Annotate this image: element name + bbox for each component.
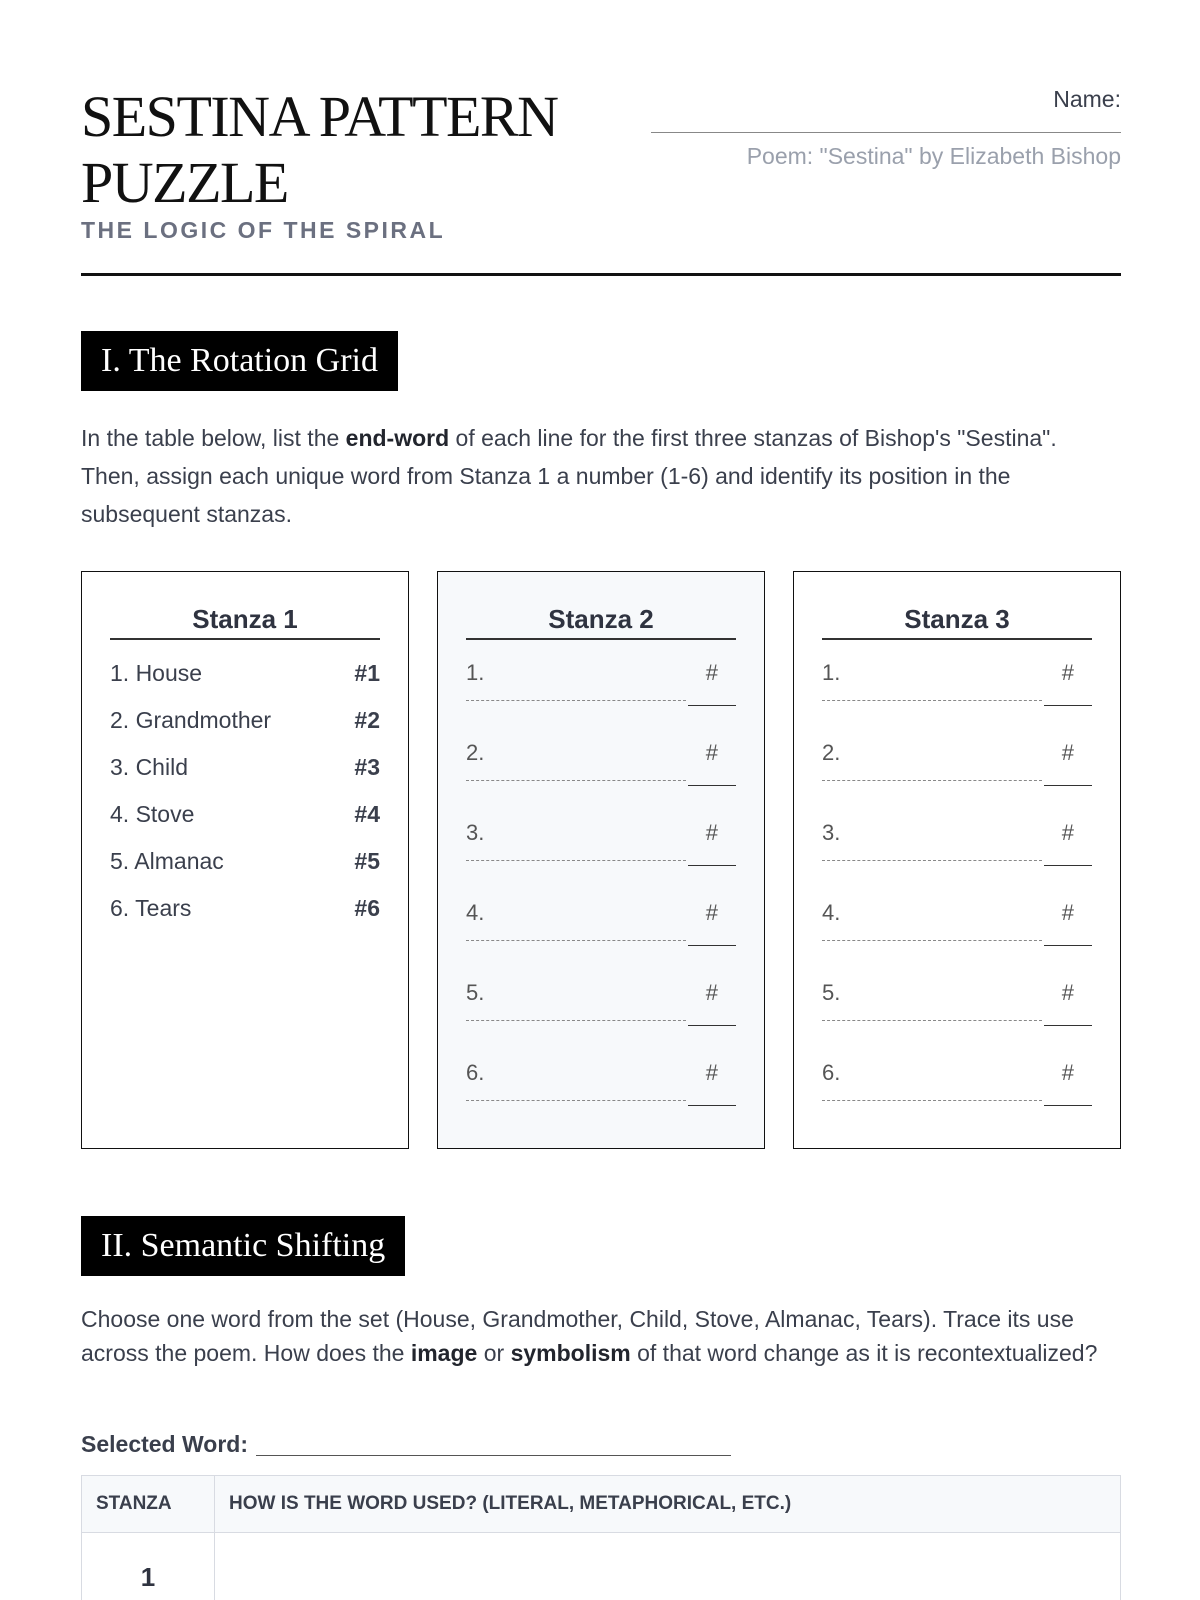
stanza-2-row (466, 1040, 736, 1120)
number-blank[interactable] (1044, 1105, 1092, 1106)
instructions-text: of that word change as it is recontextualized? (630, 1340, 1098, 1366)
stanza-1-row (110, 697, 380, 744)
hash-label: # (705, 740, 718, 765)
line-number: 6. (466, 1060, 485, 1085)
hash-label: # (1061, 980, 1074, 1005)
stanza-1-row (110, 650, 380, 697)
line-number: 3. (466, 820, 485, 845)
page-title: SESTINA PATTERN PUZZLE (81, 84, 558, 215)
word-blank[interactable] (822, 700, 1042, 701)
word-blank[interactable] (466, 940, 686, 941)
selected-word-label: Selected Word: (81, 1431, 248, 1457)
stanza-2-title: Stanza 2 (466, 602, 736, 640)
stanza-3-row (822, 720, 1092, 800)
stanza-2-row (466, 720, 736, 800)
number-blank[interactable] (688, 705, 736, 706)
hash-label: # (1061, 900, 1074, 925)
section-2-instructions (81, 1302, 1121, 1370)
number-blank[interactable] (1044, 1025, 1092, 1026)
word-number: #1 (354, 660, 380, 686)
end-word: 4. Stove (110, 801, 195, 827)
word-blank[interactable] (466, 1100, 686, 1101)
line-number: 4. (822, 900, 841, 925)
end-word: 6. Tears (110, 895, 192, 921)
section-1-instructions (81, 419, 1121, 533)
name-field[interactable] (651, 132, 1121, 133)
hash-label: # (705, 900, 718, 925)
instructions-text: Choose one word from the set (House, Grandmother, Child, Stove, Almanac, Tears). Trace its use across the poem. How does the (81, 1306, 1074, 1366)
stanza-3-row (822, 800, 1092, 880)
word-number: #4 (354, 801, 380, 827)
stanza-2-row (466, 640, 736, 720)
word-blank[interactable] (822, 1100, 1042, 1101)
stanza-2-row (466, 880, 736, 960)
word-blank[interactable] (822, 940, 1042, 941)
header-divider (81, 273, 1121, 276)
poem-reference: Poem: "Sestina" by Elizabeth Bishop (746, 143, 1121, 169)
line-number: 1. (822, 660, 841, 685)
section-1-heading: I. The Rotation Grid (81, 331, 398, 391)
stanza-3-box (793, 571, 1121, 1149)
stanza-number-cell: 1 (82, 1533, 215, 1600)
stanza-3-row (822, 880, 1092, 960)
end-word: 5. Almanac (110, 848, 224, 874)
number-blank[interactable] (688, 1105, 736, 1106)
number-blank[interactable] (688, 785, 736, 786)
stanza-1-row (110, 838, 380, 885)
end-word: 3. Child (110, 754, 188, 780)
semantic-table (81, 1475, 1121, 1600)
end-word: 2. Grandmother (110, 707, 272, 733)
stanza-3-row (822, 960, 1092, 1040)
number-blank[interactable] (688, 865, 736, 866)
table-row (82, 1533, 1121, 1600)
hash-label: # (1061, 1060, 1074, 1085)
instructions-text: of each line for the first three stanzas of Bishop's "Sestina". Then, assign each unique word from Stanza 1 a number (1-6) and identify its position in the subsequent stanzas. (81, 425, 1057, 527)
word-number: #3 (354, 754, 380, 780)
hash-label: # (705, 1060, 718, 1085)
word-blank[interactable] (466, 1020, 686, 1021)
name-label: Name: (1053, 86, 1121, 112)
stanza-3-row (822, 1040, 1092, 1120)
word-number: #6 (354, 895, 380, 921)
page-subtitle: THE LOGIC OF THE SPIRAL (81, 217, 446, 243)
line-number: 2. (822, 740, 841, 765)
line-number: 6. (822, 1060, 841, 1085)
hash-label: # (1061, 820, 1074, 845)
stanza-1-row (110, 885, 380, 932)
hash-label: # (1061, 660, 1074, 685)
hash-label: # (705, 660, 718, 685)
word-blank[interactable] (466, 780, 686, 781)
hash-label: # (705, 980, 718, 1005)
line-number: 1. (466, 660, 485, 685)
word-number: #2 (354, 707, 380, 733)
usage-answer-cell[interactable] (215, 1533, 1121, 1600)
instructions-bold: symbolism (510, 1340, 631, 1366)
stanza-3-title: Stanza 3 (822, 602, 1092, 640)
word-blank[interactable] (822, 1020, 1042, 1021)
column-header-stanza: STANZA (82, 1476, 215, 1533)
stanza-3-row (822, 640, 1092, 720)
selected-word-field[interactable] (256, 1455, 731, 1456)
number-blank[interactable] (1044, 785, 1092, 786)
word-number: #5 (354, 848, 380, 874)
word-blank[interactable] (822, 860, 1042, 861)
end-word: 1. House (110, 660, 203, 686)
stanza-1-row (110, 744, 380, 791)
number-blank[interactable] (1044, 945, 1092, 946)
word-blank[interactable] (822, 780, 1042, 781)
name-block (651, 84, 1121, 171)
number-blank[interactable] (688, 945, 736, 946)
hash-label: # (1061, 740, 1074, 765)
stanza-2-row (466, 800, 736, 880)
hash-label: # (705, 820, 718, 845)
number-blank[interactable] (1044, 705, 1092, 706)
stanza-1-row (110, 791, 380, 838)
line-number: 3. (822, 820, 841, 845)
line-number: 4. (466, 900, 485, 925)
line-number: 5. (822, 980, 841, 1005)
word-blank[interactable] (466, 860, 686, 861)
line-number: 2. (466, 740, 485, 765)
instructions-text: In the table below, list the (81, 425, 346, 451)
instructions-text: or (477, 1340, 511, 1366)
number-blank[interactable] (688, 1025, 736, 1026)
stanza-1-box (81, 571, 409, 1149)
instructions-bold: image (410, 1340, 478, 1366)
line-number: 5. (466, 980, 485, 1005)
stanza-1-title: Stanza 1 (110, 602, 380, 640)
stanza-2-box (437, 571, 765, 1149)
column-header-usage: HOW IS THE WORD USED? (LITERAL, METAPHORICAL, ETC.) (215, 1476, 1121, 1533)
stanza-2-row (466, 960, 736, 1040)
section-2-heading: II. Semantic Shifting (81, 1216, 405, 1276)
instructions-bold: end-word (345, 425, 450, 451)
table-header-row (82, 1476, 1121, 1533)
word-blank[interactable] (466, 700, 686, 701)
number-blank[interactable] (1044, 865, 1092, 866)
selected-word-row (81, 1431, 731, 1458)
